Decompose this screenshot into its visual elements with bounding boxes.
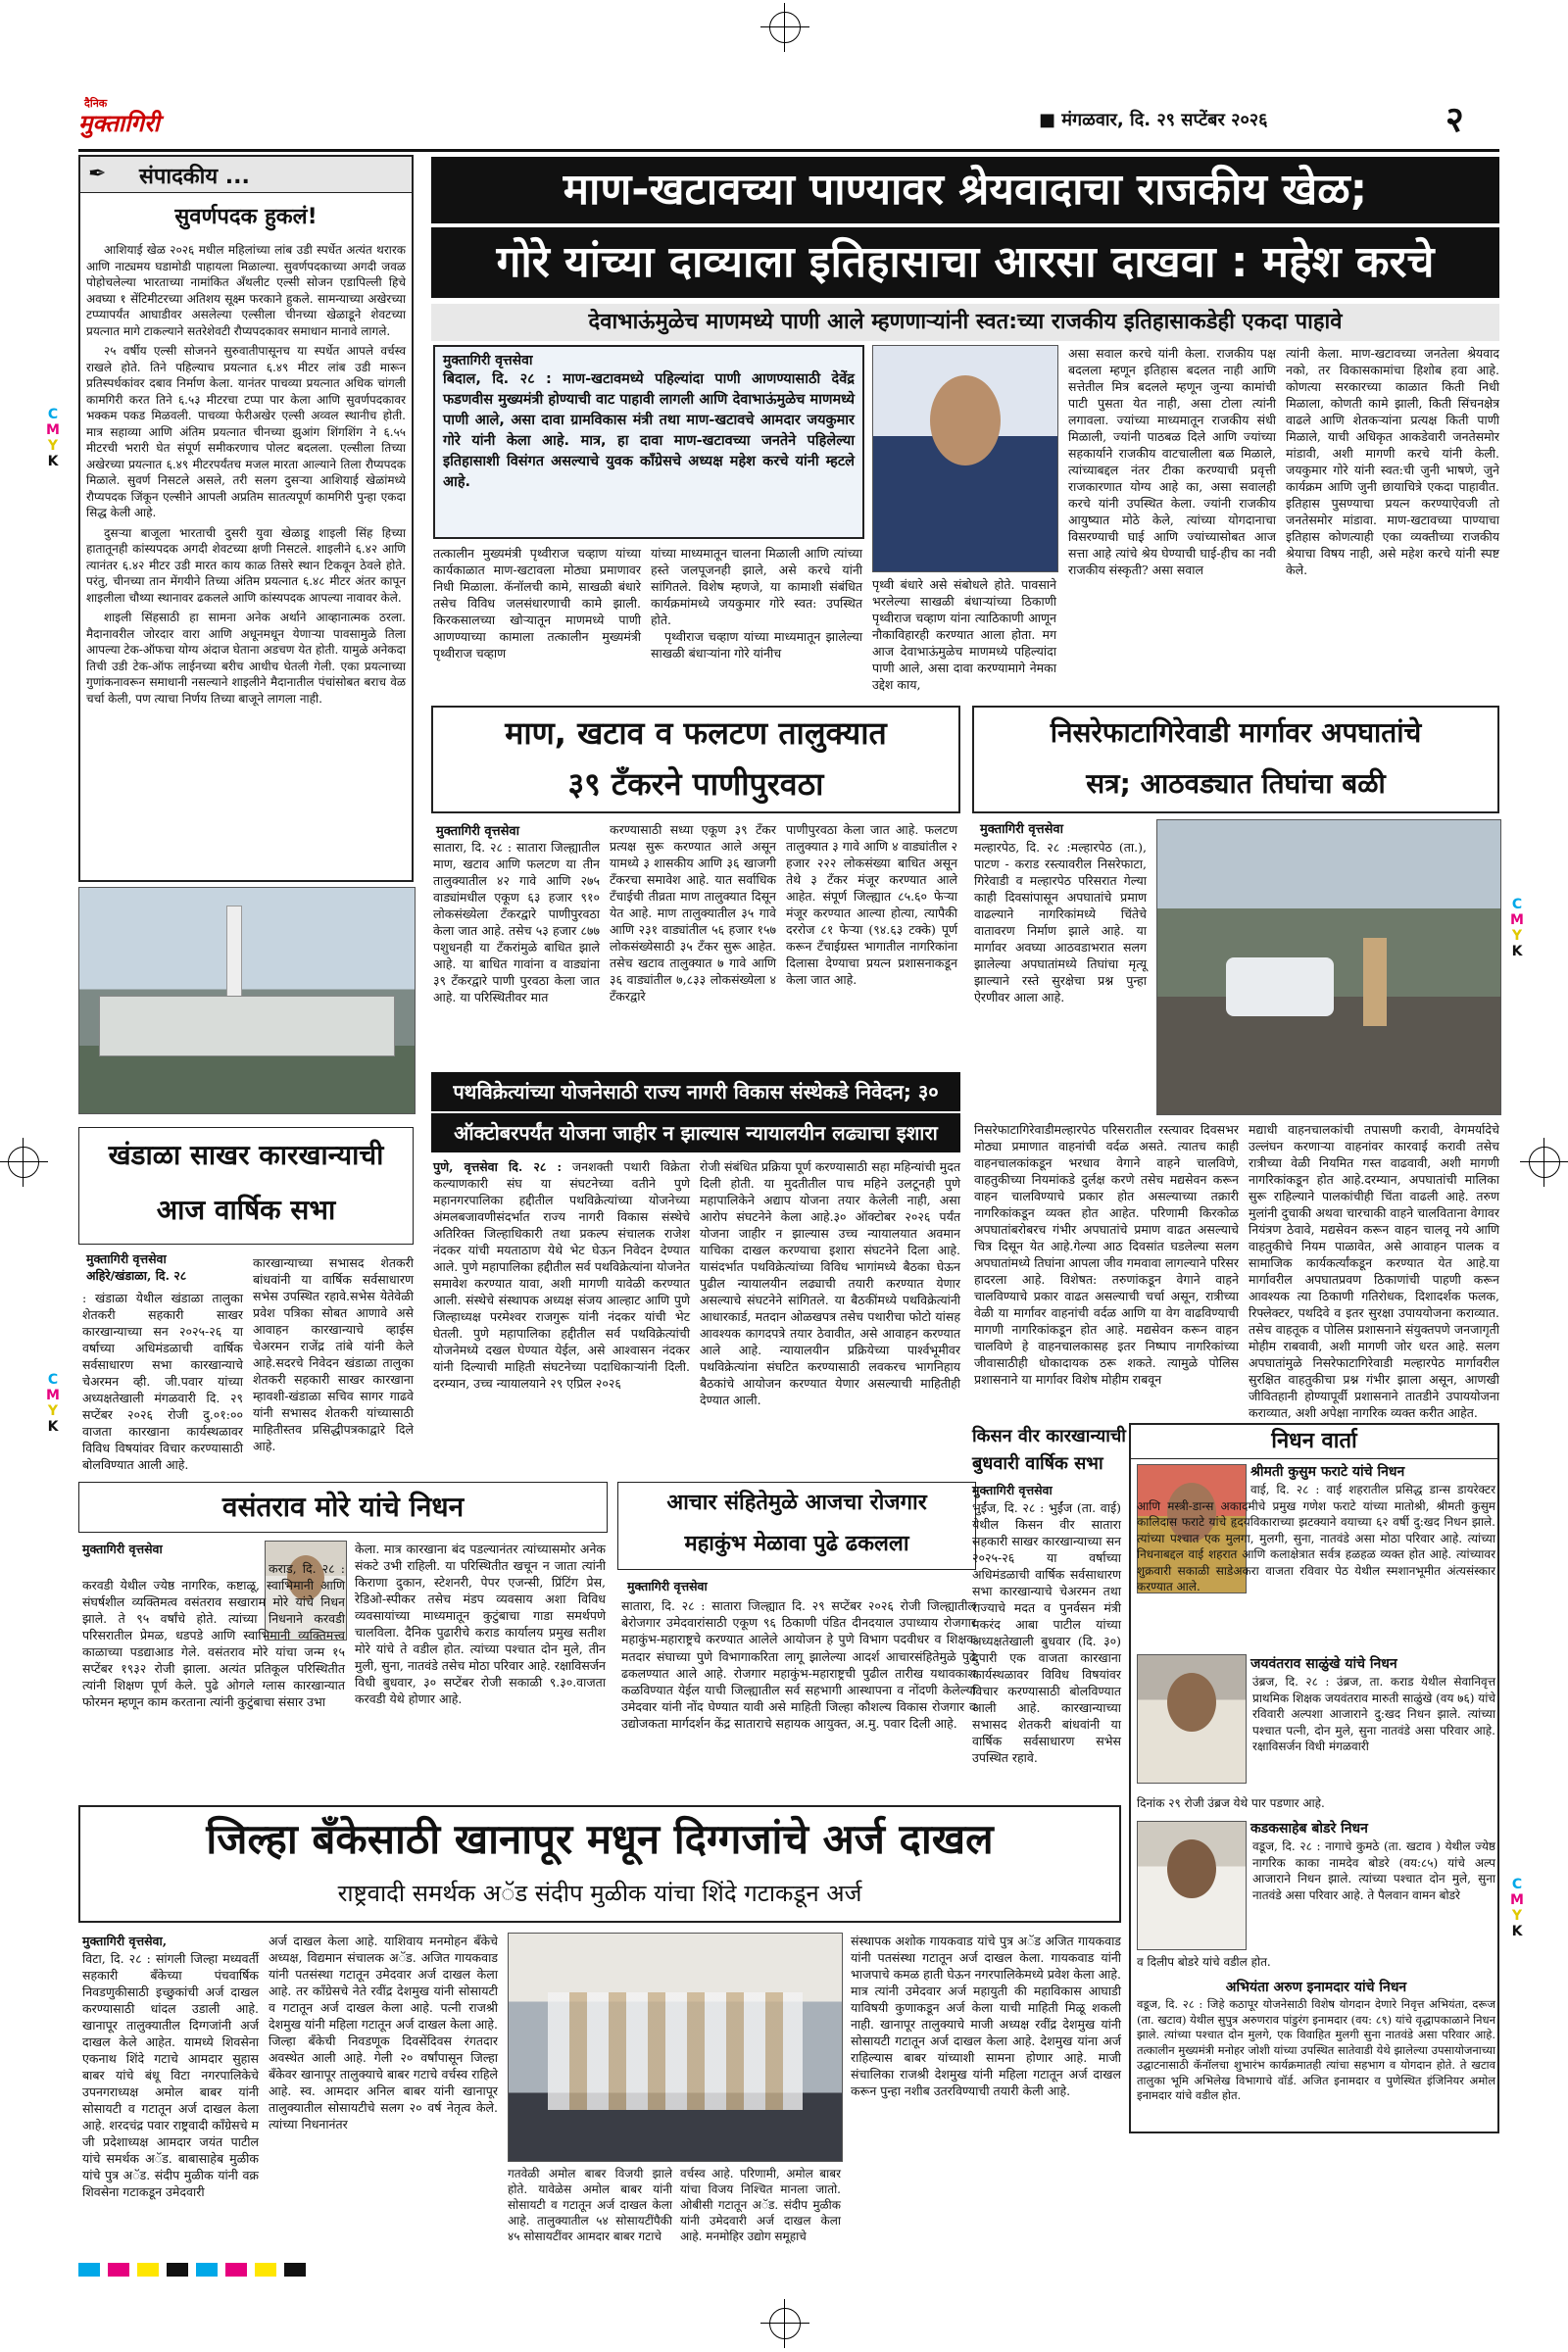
lead-intro-box bbox=[433, 345, 864, 539]
rojgar-headline-box bbox=[617, 1482, 976, 1570]
obituary-4-title: अभियंता अरुण इनामदार यांचे निधन bbox=[1225, 1980, 1407, 1995]
more-headline: वसंतराव मोरे यांचे निधन bbox=[221, 1491, 465, 1523]
more-byline: मुक्तागिरी वृत्तसेवा bbox=[82, 1542, 163, 1556]
obituary-2-title: जयवंतराव साळुंखे यांचे निधन bbox=[1250, 1656, 1397, 1672]
masthead-name: मुक्तागिरी bbox=[78, 110, 160, 137]
accident-byline: मुक्तागिरी वृत्तसेवा bbox=[980, 822, 1064, 837]
cmyk-marker: C M Y K bbox=[46, 1372, 60, 1435]
obituary-1-text: वाई, दि. २८ : वाई शहरातील प्रसिद्ध डान्स डायरेक्टर आणि मस्त्री-डान्स अकादमीचे प्रमुख गणेश फराटे यांच्या मातोश्री, श्रीमती कुसुम कालिदास फराटे यांचे हृदयविकाराच्या झटक्याने वयाच्या ६२ वर्षी दु:खद निधन झाले. त्यांच्या पश्चात एक मुलगा, मुलगी, सुना, नातवंडे असा मोठा परिवार आहे. त्यांच्या निधनाबद्दल वाई शहरात आणि कलाक्षेत्रात सर्वत्र हळहळ व्यक्त होत आहे. त्यांच्यावर शुक्रवारी सकाळी साडेअकरा वाजता रविवार पेठ येथील स्मशानभूमीत अंत्यसंस्कार करण्यात आले. bbox=[1137, 1483, 1495, 1593]
lead-column-4: त्यांनी केला. माण-खटावच्या जनतेला श्रेयवाद नको, तर विकासकामांचा हिशोब हवा आहे. कोणत्या सरकारच्या काळात किती निधी मिळाला, कोणती कामे झाली, किती सिंचनक्षेत्र वाढले आणि शेतकऱ्यांना प्रत्यक्ष किती पाणी मिळाले, याची अधिकृत आकडेवारी जनतेसमोर मांडावी, अशी मागणी करचे यांनी केली. जयकुमार गोरे यांनी स्वत:ची जुनी भाषणे, जुने कार्यक्रम आणि जुनी छायाचित्रे एकदा पाहावीत. इतिहास पुसण्याचा प्रयत्न करण्याऐवजी तो जनतेसमोर मांडावा. माण-खटावच्या पाण्याचा इतिहास कोणत्याही एका व्यक्तीच्या राजकीय श्रेयाचा विषय नाही, असे महेश करचे यांनी स्पष्ट केले. bbox=[1286, 346, 1499, 577]
page-number: २ bbox=[1446, 100, 1464, 140]
obituary-header: निधन वार्ता bbox=[1131, 1425, 1497, 1459]
obituary-3-title: कडकसाहेब बोडरे निधन bbox=[1250, 1821, 1368, 1837]
editorial-header bbox=[80, 157, 412, 193]
more-headline-box bbox=[78, 1482, 608, 1533]
cyan-swatch bbox=[196, 2263, 218, 2277]
pen-nib-icon: ✒ bbox=[88, 162, 107, 186]
masthead bbox=[78, 90, 1499, 152]
rojgar-byline: मुक्तागिरी वृत्तसेवा bbox=[627, 1579, 708, 1593]
bank-column-2: अर्ज दाखल केला आहे. याशिवाय मनमोहन बँकेचे अध्यक्ष, विद्यमान संचालक अॅड. अजित गायकवाड यांनी पतसंस्था गटातून उमेदवार अर्ज दाखल केला आहे. तर काँग्रेसचे नेते रवींद्र देशमुख यांनी सोसायटी व गटातून अर्ज दाखल केला आहे. पत्नी राजश्री देशमुख यांनी महिला गटातून अर्ज दाखल केला आहे. जिल्हा बँकेची निवडणूक दिवसेंदिवस रंगतदार अवस्थेत आली आहे. गेली २० वर्षांपासून जिल्हा बँकेवर खानापूर तालुक्याचे बाबर गटाचे वर्चस्व राहिले आहे. स्व. आमदार अनिल बाबर यांनी खानापूर तालुक्यातील सोसायटीचे सलग २० वर्ष नेतृत्व केले. त्यांच्या निधनानंतर bbox=[269, 1934, 498, 2132]
water-headline-1: माण, खटाव व फलटण तालुक्यात bbox=[505, 714, 887, 752]
masthead-small: दैनिक bbox=[84, 97, 108, 110]
hawkers-headline-2: ऑक्टोबरपर्यंत योजना जाहीर न झाल्यास न्यायालयीन लढ्याचा इशारा bbox=[431, 1113, 960, 1152]
obituary-3-footer: व दिलीप बोडरे यांचे वडील होत. bbox=[1137, 1955, 1271, 1969]
water-column-3: पाणीपुरवठा केला जात आहे. फलटण तालुक्यात ३ गावे आणि ४ वाड्यांतील २ हजार २२२ लोकसंख्या बाधित असून तेथे ३ टँकर मंजूर करण्यात आले आहेत. संपूर्ण जिल्ह्यात ८५.६० फेऱ्या मंजूर करण्यात आल्या होत्या, त्यापैकी दररोज ८१ फेऱ्या (९४.६३ टक्के) पूर्ण करून टँचाईग्रस्त भागातील नागरिकांना दिलासा देण्याचा प्रयत्न प्रशासनाकडून केला जात आहे. bbox=[786, 822, 957, 987]
water-headline-2: ३९ टँकरने पाणीपुरवठा bbox=[567, 765, 824, 803]
bank-column-1: विटा, दि. २८ : सांगली जिल्हा मध्यवर्ती सहकारी बँकेच्या पंचवार्षिक निवडणुकीसाठी इच्छुकांची अर्ज दाखल करण्यासाठी धांदल उडाली आहे. खानापूर तालुक्यातील दिग्गजांनी अर्ज दाखल केले आहेत. यामध्ये शिवसेना एकनाथ शिंदे गटाचे आमदार सुहास बाबर यांचे बंधू विटा नगरपालिकेचे उपनगराध्यक्ष अमोल बाबर यांनी सोसायटी व गटातून अर्ज दाखल केला आहे. शरदचंद्र पवार राष्ट्रवादी काँग्रेसचे म जी प्रदेशाध्यक्ष आमदार जयंत पाटील यांचे समर्थक अॅड. बाबासाहेब मुळीक यांचे पुत्र अॅड. संदीप मुळीक यांनी वक्र शिवसेना गटाकडून उमेदवारी bbox=[82, 1951, 259, 2199]
cmyk-marker: C M Y K bbox=[1510, 897, 1524, 959]
hawkers-headline-1: पथविक्रेत्यांच्या योजनेसाठी राज्य नागरी विकास संस्थेकडे निवेदन; ३० bbox=[431, 1072, 960, 1111]
masthead-logo bbox=[78, 98, 216, 139]
accident-column-1: मल्हारपेठ, दि. २८ :मल्हारपेठ (ता.), पाटण - कराड रस्त्यावरील निसरेफाटा, गिरेवाडी व मल्हारपेठ परिसरात गेल्या काही दिवसांपासून अपघातांचे प्रमाण वाढल्याने नागरिकांमध्ये चिंतेचे वातावरण निर्माण झाले आहे. या मार्गावर अवघ्या आठवडाभरात सलग झालेल्या अपघातांमध्ये तिघांचा मृत्यू झाल्याने रस्ते सुरक्षेचा प्रश्न पुन्हा ऐरणीवर आला आहे. bbox=[974, 840, 1147, 1004]
obituary-2-footer: दिनांक २९ रोजी उंब्रज येथे पार पडणार आहे. bbox=[1137, 1796, 1325, 1810]
rojgar-headline-1: आचार संहितेमुळे आजचा रोजगार bbox=[666, 1491, 927, 1515]
water-column-2: करण्यासाठी सध्या एकूण ३९ टँकर प्रत्यक्ष सुरू करण्यात आले असून यामध्ये ३ शासकीय आणि ३६ खाजगी टँकरचा समावेश आहे. यात सर्वाधिक टँचाईची तीव्रता माण तालुक्यात दिसून येत आहे. माण तालुक्यातील ३५ गावे आणि २३१ वाड्यांतील ५६ हजार १५७ लोकसंख्येसाठी ३५ टँकर सुरू आहेत. तसेच खटाव तालुक्यात ७ गावे आणि ३६ वाड्यांतील ७,८३३ लोकसंख्येला ४ टँकरद्वारे bbox=[610, 822, 776, 1004]
jayvantrao-salunkhe-photo bbox=[1137, 1654, 1247, 1784]
kisan-body: भुईंज, दि. २८ : भुईंज (ता. वाई) येथील किसन वीर सातारा सहकारी साखर कारखान्याच्या सन २०२५-२६ या वर्षाच्या अधिमंडळाची वार्षिक सर्वसाधारण सभा कारखान्याचे चेअरमन तथा राज्याचे मदत व पुनर्वसन मंत्री मकरंद आबा पाटील यांच्या अध्यक्षतेखाली बुधवार (दि. ३०) दुपारी एक वाजता कारखाना कार्यस्थळावर विविध विषयांवर विचार करण्यासाठी बोलविण्यात आली आहे. कारखान्याच्या सभासद शेतकरी बांधवांनी या वार्षिक सर्वसाधारण सभेस उपस्थित रहावे. bbox=[972, 1500, 1121, 1765]
registration-mark-icon bbox=[769, 12, 801, 43]
khandala-headline-2: आज वार्षिक सभा bbox=[156, 1194, 336, 1226]
color-calibration-bar bbox=[78, 2262, 1499, 2278]
yellow-swatch bbox=[137, 2263, 159, 2277]
editorial-title: सुवर्णपदक हुकलं! bbox=[174, 205, 318, 229]
bank-nomination-photo bbox=[508, 1933, 843, 2162]
sugar-factory-photo bbox=[78, 887, 416, 1114]
water-column-1: सातारा, दि. २८ : सातारा जिल्ह्यातील माण, खटाव आणि फलटण या तीन तालुक्यातील ४२ गावे आणि २७५ वाड्यांमधील एकूण ६३ हजार ९१० लोकसंख्येला टँकरद्वारे पाणीपुरवठा केला जात आहे. तसेच ५३ हजार ८७७ पशुधनही या टँकरांमुळे बाधित झाले आहे. या बाधित गावांना व वाड्यांना ३९ टँकरद्वारे पाणी पुरवठा केला जात आहे. या परिस्थितीवर मात bbox=[433, 840, 600, 1004]
registration-mark-icon bbox=[1529, 1147, 1560, 1178]
obituary-4-text: वडूज, दि. २८ : जिहे कठापूर योजनेसाठी विशेष योगदान देणारे निवृत्त अभियंता, दरूज (ता. खटाव) येथील सुपुत्र अरुणराव पांडुरंग इनामदार (वय: ८९) यांचे वृद्धापकाळाने निधन झाले. त्यांच्या पश्चात दोन मुलगे, एक विवाहित मुलगी सुना नातवंडे असा परिवार आहे. तत्कालीन मुख्यमंत्री मनोहर जोशी यांच्या उपस्थित सातेवाडी येथे झालेल्या उपसायोजनाच्या उद्घाटनासाठी कॅनॉलचा शुभारंभ कार्यक्रमातही त्यांचा सहभाग व योगदान होते. ते खटाव तालुका भूमि अभिलेख विभागाचे वॉर्ड. अजित इनामदार व पुणेस्थित इंजिनियर अमोल इनामदार यांचे वडील होत. bbox=[1137, 1997, 1495, 2102]
square-bullet-icon: ■ bbox=[1039, 110, 1062, 130]
lead-column-2: यांच्या माध्यमातून चालना मिळाली आणि त्यांच्या हस्ते जलपूजनही झाले, असे करचे यांनी सांगितले. विशेष म्हणजे, या कामाशी संबंधित कार्यक्रमांमध्ये जयकुमार गोरे स्वत: उपस्थित होते. पृथ्वीराज चव्हाण यांच्या माध्यमातून झालेल्या साखळी बंधाऱ्यांना गोरे यांनीच bbox=[651, 546, 862, 661]
hawkers-column-2: रोजी संबंधित प्रक्रिया पूर्ण करण्यासाठी सहा महिन्यांची मुदत दिली होती. या मुदतीतील पाच महिने उलटूनही पुणे महापालिकेने अद्याप योजना तयार केलेली नाही, असा आरोप संघटनेने केला आहे.३० ऑक्टोबर २०२६ पर्यंत योजना जाहीर न झाल्यास उच्च न्यायालयात अवमान याचिका दाखल करण्याचा इशारा संघटनेने दिला आहे. यासंदर्भात पथविक्रेत्यांच्या विविध भागांमध्ये बैठका घेऊन पुढील न्यायालयीन लढ्याची तयारी करण्यात येणार असल्याचे संघटनेने सांगितले. या बैठकींमध्ये पथविक्रेत्यांनी आधारकार्ड, मतदान ओळखपत्र तसेच पथारीचा फोटो यांसह आवश्यक कागदपत्रे तयार ठेवावीत, असे आवाहन करण्यात आले आहे. न्यायालयीन प्रक्रियेच्या पार्श्वभूमीवर पथविक्रेत्यांना संघटित करण्यासाठी लवकरच भागनिहाय बैठकांचे आयोजन करण्यात येणार असल्याची माहितीही देण्यात आली. bbox=[700, 1159, 960, 1407]
rojgar-body: सातारा, दि. २८ : सातारा जिल्ह्यात दि. २९ सप्टेंबर २०२६ रोजी जिल्ह्यातील बेरोजगार उमेदवारांसाठी एकूण ९६ ठिकाणी पंडित दीनदयाल उपाध्याय रोजगार महाकुंभ-महाराष्ट्रचे करण्यात आलेले आयोजन हे पुणे विभाग पदवीधर व शिक्षक मतदार संघाच्या पुणे विभागाकरिता लागू झालेल्या आदर्श आचारसंहितेमुळे पुढे ढकलण्यात आले आहे. रोजगार महाकुंभ-महाराष्ट्रची पुढील तारीख यथावकाश कळविण्यात येईल याची जिल्ह्यातील सर्व सहभागी आस्थापना व नोंदणी केलेल्या उमेदवार यांनी नोंद घेण्यात यावी असे माहिती जिल्हा कौशल्य विकास रोजगार व उद्योजकता मार्गदर्शन केंद्र साताराचे सहायक आयुक्त, अ.मु. पवार दिली आहे. bbox=[621, 1598, 976, 1732]
accident-headline-box bbox=[972, 706, 1499, 813]
obituary-3-text: वडूज, दि. २८ : नागाचे कुमठे (ता. खटाव ) येथील ज्येष्ठ नागरिक काका नामदेव बोडरे (वय:८५) यांचे अल्प आजाराने निधन झाले. त्यांच्या पश्चात दोन मुले, सुना नातवंडे असा परिवार आहे. ते पैलवान वामन बोडरे bbox=[1252, 1839, 1495, 1902]
lead-column-1: तत्कालीन मुख्यमंत्री पृथ्वीराज चव्हाण यांच्या कार्यकाळात माण-खटावला मोठ्या प्रमाणावर निधी मिळाला. कॅनॉलची कामे, साखळी बंधारे तसेच विविध जलसंधारणाची कामे झाली. किरकसालच्या खोऱ्यातून माणमध्ये पाणी आणण्याच्या कामाला तत्कालीन मुख्यमंत्री पृथ्वीराज चव्हाण bbox=[433, 546, 641, 661]
accident-headline-1: निसरेफाटागिरेवाडी मार्गावर अपघातांचे bbox=[1050, 716, 1422, 749]
water-headline-box bbox=[431, 706, 960, 813]
more-column-1: कराड, दि. २८ : करवडी येथील ज्येष्ठ नागरिक, कष्टाळू, स्वाभिमानी आणि संघर्षशील व्यक्तिमत्व वसंतराव सखाराम मोरे यांचे निधन झाले. ते ९५ वर्षांचे होते. त्यांच्या निधनाने करवडी परिसरातील प्रेमळ, धडपडे आणि स्वाभिमानी व्यक्तिमत्त्व काळाच्या पडद्याआड गेले. वसंतराव मोरे यांचा जन्म १५ सप्टेंबर १९३२ रोजी झाला. अत्यंत प्रतिकूल परिस्थितीत त्यांनी शिक्षण पूर्ण केले. पुढे ओगले ग्लास कारखान्यात फोरमन म्हणून काम करताना त्यांनी कुटुंबाचा संसार उभा bbox=[82, 1561, 345, 1709]
editorial-body: आशियाई खेळ २०२६ मधील महिलांच्या लांब उडी स्पर्धेत अत्यंत थरारक आणि नाट्यमय घडामोडी पाहायला मिळाल्या. सुवर्णपदकाच्या अगदी जवळ पोहोचलेल्या भारताच्या नामांकित अँथलीट एल्सी सोजन एडापिल्ली हिचे अवघ्या १ सेंटिमीटरच्या अतिशय सूक्ष्म फरकाने हुकले. सामन्याच्या अखेरच्या टप्प्यापर्यंत आघाडीवर असलेल्या एल्सीला चीनच्या खेळाडूने शेवटच्या प्रयत्नात मागे टाकल्याने सतरेशेवटी रौप्यपदकावर समाधान मानावे लागले. २५ वर्षीय एल्सी सोजनने सुरुवातीपासूनच या स्पर्धेत आपले वर्चस्व राखले होते. तिने पहिल्याच प्रयत्नात ६.४९ मीटर लांब उडी मारून प्रतिस्पर्धकांवर दबाव निर्माण केला. यानंतर पाचव्या प्रयत्नात अधिक चांगली कामगिरी करत तिने ६.५३ मीटरचा टप्पा पार केला आणि सुवर्णपदकावर भक्कम पकड मिळवली. पाचव्या फेरीअखेर एल्सी अव्वल स्थानीच होती. मात्र सहाव्या आणि अंतिम प्रयत्नात चीनच्या झुआंग शिंगशिंग ने ६.५५ मीटरची भरारी घेत संपूर्ण समीकरणाच पोलट बदलला. एल्सीला तिच्या अखेरच्या प्रयत्नात ६.४९ मीटरपर्यंतच मजल मारता आल्याने तिला रौप्यपदक मिळाले. सुवर्ण निसटले असले, तरी सलग दुसऱ्या आशियाई खेळांमध्ये रौप्यपदक जिंकून एल्सीने आपली अप्रतिम सातत्यपूर्ण कामगिरी पुन्हा एकदा सिद्ध केली आहे. दुसऱ्या बाजूला भारताची दुसरी युवा खेळाडू शाइली सिंह हिच्या हातातूनही कांस्यपदक अगदी शेवटच्या क्षणी निसटले. शाइलीने ६.४२ आणि त्यानंतर ६.४२ मीटर उडी मारत काय काळ तिसरे स्थान टिकवून ठेवले होते. परंतु, चीनच्या तान मेंगयीने तिच्या अंतिम प्रयत्नात ६.४८ मीटर अंतर कापून शाइलीला चौथ्या स्थानावर ढकलले आणि कांस्यपदक आपल्या नावावर केले. शाइली सिंहसाठी हा सामना अनेक अर्थाने आव्हानात्मक ठरला. मैदानावरील जोरदार वारा आणि अधूनमधून येणाऱ्या पावसामुळे तिला आपल्या टेक-ऑफचा योग्य अंदाज घेताना अडचण येत होती. यामुळे अनेकदा तिची उडी टेक-ऑफ लाईनच्या बरीच आधीच घेतली गेली. एका प्रयत्नाच्या गुणांकनावरून समाधानी नसल्याने शाइलीने मैदानातील पंचांसोबत बराच वेळ चर्चा केली, पण त्याचा निर्णय तिच्या बाजूने लागला नाही. bbox=[86, 243, 406, 706]
cmyk-marker: C M Y K bbox=[1510, 1877, 1524, 1939]
registration-mark-icon bbox=[8, 1147, 39, 1178]
khandala-byline: मुक्तागिरी वृत्तसेवा अहिरे/खंडाळा, दि. २८ bbox=[86, 1251, 187, 1283]
bank-headline-box bbox=[78, 1805, 1121, 1923]
cmyk-marker: C M Y K bbox=[46, 407, 60, 469]
lead-headline-2: गोरे यांच्या दाव्याला इतिहासाचा आरसा दाखवा : महेश करचे bbox=[431, 227, 1499, 298]
bank-photo-caption: गतवेळी अमोल बाबर विजयी झाले होते. यावेळेस अमोल बाबर यांनी सोसायटी व गटातून अर्ज दाखल केला आहे. तालुक्यातील ५४ सोसायटींपैकी ४५ सोसायटींवर आमदार बाबर गटाचे bbox=[508, 2167, 672, 2243]
khandala-column-1: : खंडाळा येथील खंडाळा तालुका शेतकरी सहकारी साखर कारखान्याच्या सन २०२५-२६ या वर्षाच्या अधिमंडळाची वार्षिक सर्वसाधारण सभा कारखान्याचे चेअरमन व्ही. जी.पवार यांच्या अध्यक्षतेखाली मंगळवारी दि. २९ सप्टेंबर २०२६ रोजी दु.०१:०० वाजता कारखाना कार्यस्थळावर विविध विषयांवर विचार करण्यासाठी बोलविण्यात आली आहे. bbox=[82, 1291, 243, 1472]
bank-subhead: राष्ट्रवादी समर्थक अॅड संदीप मुळीक यांचा शिंदे गटाकडून अर्ज bbox=[337, 1880, 862, 1907]
bank-column-4: संस्थापक अशोक गायकवाड यांचे पुत्र अॅड अजित गायकवाड यांनी पतसंस्था गटातून अर्ज दाखल केला. गायकवाड यांनी भाजपाचे कमळ हाती घेऊन नगरपालिकेमध्ये प्रवेश केला आहे. मात्र त्यांनी उमेदवार अर्ज महायुती की महाविकास आघाडी याविषयी कुणाकडून अर्ज केला याची माहिती मिळू शकली नाही. खानापूर तालुक्याचे माजी अध्यक्ष रवींद्र देशमुख यांनी सोसायटी गटातून अर्ज दाखल केला आहे. देशमुख यांना अर्ज राहिल्यास बाबर यांच्याशी सामना होणार आहे. माजी संचालिका राजश्री देशमुख यांनी महिला गटातून अर्ज दाखल करून पुन्हा नशीब उतरविण्याची तयारी केली आहे. bbox=[851, 1934, 1121, 2098]
khandala-headline-box bbox=[78, 1127, 414, 1245]
kadaksaheb-bodre-photo bbox=[1137, 1821, 1247, 1950]
black-swatch bbox=[284, 2263, 306, 2277]
lead-column-3: असा सवाल करचे यांनी केला. राजकीय पक्ष बदलला म्हणून इतिहास बदलत नाही आणि सत्तेतील मित्र बदलले म्हणून जुन्या कामांची पाटी पुसता येत नाही, असा टोला त्यांनी लगावला. ज्यांच्या माध्यमातून राजकीय संधी मिळाली, ज्यांनी पाठबळ दिले आणि ज्यांच्या सहकार्याने राजकीय वाटचालीला बळ मिळाले, त्यांच्याबद्दल नंतर टीका करण्याची प्रवृत्ती राजकारणात योग्य आहे का, असा सवालही करचे यांनी उपस्थित केला. ज्यांनी राजकीय आयुष्यात मोठे केले, त्यांच्या योगदानाचा विसरण्याची घाई आणि ज्यांच्यासोबत आज सत्ता आहे त्यांचे श्रेय घेण्याची घाई-हीच का नवी राजकीय संस्कृती? असा सवाल bbox=[1068, 346, 1276, 577]
bank-headline: जिल्हा बँकेसाठी खानापूर मधून दिग्गजांचे अर्ज दाखल bbox=[206, 1815, 994, 1863]
lead-subhead: देवाभाऊंमुळेच माणमध्ये पाणी आले म्हणणाऱ्यांनी स्वत:च्या राजकीय इतिहासाकडेही एकदा पाहावे bbox=[431, 304, 1499, 341]
editorial-section: संपादकीय ... bbox=[139, 165, 250, 189]
lead-box-text: बिदाल, दि. २८ : माण-खटावमध्ये पहिल्यांदा पाणी आणण्यासाठी देवेंद्र फडणवीस मुख्यमंत्री होण्याची वाट पाहावी लागली आणि देवाभाऊंमुळेच माणमध्ये पाणी आले, असा दावा ग्रामविकास मंत्री तथा माण-खटावचे आमदार जयकुमार गोरे यांनी केला आहे. मात्र, हा दावा माण-खटावच्या जनतेने पहिलेल्या इतिहासाशी विसंगत असल्याचे युवक काँग्रेसचे अध्यक्ष महेश करचे यांनी म्हटले आहे. bbox=[443, 371, 855, 490]
rojgar-headline-2: महाकुंभ मेळावा पुढे ढकलला bbox=[684, 1532, 909, 1556]
accident-column-1b: निसरेफाटागिरेवाडीमल्हारपेठ परिसरातील रस्त्यावर दिवसभर मोठ्या प्रमाणात वाहनांची वर्दळ असते. त्यातच काही वाहनचालकांकडून भरधाव वेगाने वाहने चालविणे, वाहतुकीच्या नियमांकडे दुर्लक्ष करणे तसेच मद्यसेवन करून वाहन चालविण्याचे प्रकार होत असल्याच्या तक्रारी नागरिकांकडून व्यक्त होत आहेत. परिणामी किरकोळ अपघातांबरोबरच गंभीर अपघातांचे प्रमाण वाढत असल्याचे चित्र दिसून येत आहे.गेल्या आठ दिवसांत घडलेल्या सलग अपघातांमध्ये तिघांना आपला जीव गमवावा लागल्याने परिसर हादरला आहे. विशेषत: तरुणांकडून वेगाने वाहने चालविण्याचे प्रकार वाढत असल्याची चर्चा असून, रात्रीच्या वेळी या मार्गावर वाहनांची वर्दळ आणि या वेग वाढविण्याची मागणी नागरिकांकडून होत आहे. मद्यसेवन करून वाहन चालविणे हे वाहनचालकासह इतर निष्पाप नागरिकांच्या जीवासाठीही धोकादायक ठरू शकते. त्यामुळे पोलिस प्रशासनाने या मार्गावर विशेष मोहीम राबवून bbox=[974, 1122, 1239, 1387]
khandala-column-2: कारखान्याच्या सभासद शेतकरी बांधवांनी या वार्षिक सर्वसाधारण सभेस उपस्थित रहावे.सभेस येतेवेळी प्रवेश पत्रिका सोबत आणावे असे आवाहन कारखान्याचे व्हाईस चेअरमन राजेंद्र तांबे यांनी केले आहे.सदरचे निवेदन खंडाळा तालुका शेतकरी सहकारी साखर कारखाना म्हावशी-खंडाळा सचिव सागर गाढवे यांनी सभासद शेतकरी यांच्यासाठी माहितीस्तव प्रसिद्धीपत्रकाद्वारे दिले आहे. bbox=[253, 1255, 414, 1453]
accident-column-2: मद्याधी वाहनचालकांची तपासणी करावी, वेगमर्यादेचे उल्लंघन करणाऱ्या वाहनांवर कारवाई करावी तसेच रात्रीच्या वेळी नियमित गस्त वाढवावी, अशी मागणी नागरिकांकडून होत आहे.दरम्यान, अपघातांची मालिका सुरू राहिल्याने पालकांचीही चिंता वाढली आहे. तरुण मुलांनी दुचाकी अथवा चारचाकी वाहने चालविताना वेगावर नियंत्रण ठेवावे, मद्यसेवन करून वाहन चालवू नये आणि वाहतुकीचे नियम पाळावेत, असे आवाहन पालक व सामाजिक कार्यकर्त्यांकडून करण्यात येत आहे.या मार्गावरील अपघातप्रवण ठिकाणांची पाहणी करून आवश्यक त्या ठिकाणी गतिरोधक, दिशादर्शक फलक, रिफ्लेक्टर, पथदिवे व इतर सुरक्षा उपाययोजना कराव्यात. तसेच वाहतूक व पोलिस प्रशासनाने संयुक्तपणे जनजागृती मोहीम राबवावी, अशी मागणी जोर धरत आहे. सलग अपघातांमुळे निसरेफाटागिरेवाडी मल्हारपेठ मार्गावरील सुरक्षित वाहतुकीचा प्रश्न गंभीर झाला असून, आणखी जीवितहानी होण्यापूर्वी प्रशासनाने तातडीने उपाययोजना कराव्यात, अशी अपेक्षा नागरिक व्यक्त करीत आहेत. bbox=[1249, 1122, 1499, 1420]
bank-byline: मुक्तागिरी वृत्तसेवा, bbox=[82, 1934, 168, 1948]
lead-photo-caption: पृथ्वी बंधारे असे संबोधले होते. पावसाने भरलेल्या साखळी बंधाऱ्यांच्या ठिकाणी पृथ्वीराज चव्हाण यांना त्याठिकाणी आणून नौकाविहारही करण्यात आला होता. मग आज देवाभाऊंमुळेच माणमध्ये पहिल्यांदा पाणी आले, असा दावा करण्यामागे नेमका उद्देश काय, bbox=[872, 577, 1056, 692]
magenta-swatch bbox=[108, 2263, 129, 2277]
kisan-byline: मुक्तागिरी वृत्तसेवा bbox=[972, 1483, 1053, 1497]
magenta-swatch bbox=[225, 2263, 247, 2277]
masthead-date: ■ मंगळवार, दि. २९ सप्टेंबर २०२६ bbox=[1039, 110, 1268, 130]
editorial-box bbox=[78, 155, 414, 882]
khandala-headline-1: खंडाळा साखर कारखान्याची bbox=[108, 1139, 384, 1171]
bank-column-3: वर्चस्व आहे. परिणामी, अमोल बाबर यांचा विजय निश्चित मानला जातो. ओबीसी गटातून अॅड. संदीप मुळीक यांनी उमेदवारी अर्ज दाखल केला आहे. मनमोहिर उद्योग समूहाचे bbox=[680, 2167, 841, 2243]
water-byline: मुक्तागिरी वृत्तसेवा bbox=[436, 824, 520, 839]
obituary-1-title: श्रीमती कुसुम फराटे यांचे निधन bbox=[1250, 1464, 1405, 1480]
accident-scene-photo bbox=[1156, 819, 1501, 1115]
lead-headline-1: माण-खटावच्या पाण्यावर श्रेयवादाचा राजकीय खेळ; bbox=[431, 157, 1499, 223]
obituary-2-text: उंब्रज, दि. २८ : उंब्रज, ता. कराड येथील सेवानिवृत्त प्राथमिक शिक्षक जयवंतराव मारुती साळुंखे (वय ७६) यांचे रविवारी अल्पशा आजाराने दु:खद निधन झाले. त्यांच्या पश्चात पत्नी, दोन मुले, सुना नातवंडे असा परिवार आहे. रक्षाविसर्जन विधी मंगळवारी bbox=[1252, 1675, 1495, 1753]
hawkers-column-1: पुणे, वृत्तसेवा दि. २८ : जनशक्ती पथारी विक्रेता कल्याणकारी संघ या संघटनेच्या वतीने पुणे महानगरपालिका हद्दीतील पथविक्रेत्यांच्या योजनेच्या अंमलबजावणीसंदर्भात राज्य नागरी विकास संस्थेचे अतिरिक्त जिल्हाधिकारी तथा प्रकल्प संचालक राजेश नंदकर यांची मयताठाण येथे भेट घेऊन निवेदन देण्यात आले. पुणे महापालिका हद्दीतील सर्व पथविक्रेत्यांना योजनेत समावेश करण्यात यावा, अशी मागणी यावेळी करण्यात आली. संस्थेचे संस्थापक अध्यक्ष संजय आल्हाट आणि पुणे जिल्हाध्यक्ष परमेश्वर राजगुरू यांनी नंदकर यांची भेट घेतली. पुणे महापालिका हद्दीतील सर्व पथविक्रेत्यांची योजनेमध्ये दखल घेण्यात येईल, असे आश्वासन नंदकर यांनी दिल्याची माहिती संघटनेच्या पदाधिकाऱ्यांनी दिली. दरम्यान, उच्च न्यायालयाने २९ एप्रिल २०२६ bbox=[433, 1159, 690, 1391]
black-swatch bbox=[167, 2263, 188, 2277]
more-column-2: केला. मात्र कारखाना बंद पडल्यानंतर त्यांच्यासमोर अनेक संकटे उभी राहिली. या परिस्थितीत खचून न जाता त्यांनी किराणा दुकान, स्टेशनरी, पेपर एजन्सी, प्रिंटिंग प्रेस, रेडिओ-स्पीकर तसेच मंडप व्यवसाय अशा विविध व्यवसायांच्या माध्यमातून कुटुंबाचा गाडा समर्थपणे चालविला. दैनिक पुढारीचे कराड कार्यालय प्रमुख सतीश मोरे यांचे ते वडील होत. त्यांच्या पश्चात दोन मुले, तीन मुली, सुना, नातवंडे तसेच मोठा परिवार आहे. रक्षाविसर्जन विधी बुधवार, ३० सप्टेंबर रोजी सकाळी ९.३०.वाजता करवडी येथे होणार आहे. bbox=[355, 1542, 606, 1706]
cyan-swatch bbox=[78, 2263, 100, 2277]
accident-headline-2: सत्र; आठवड्यात तिघांचा बळी bbox=[1086, 767, 1386, 800]
kisan-headline: किसन वीर कारखान्याची बुधवारी वार्षिक सभा bbox=[972, 1426, 1126, 1474]
yellow-swatch bbox=[255, 2263, 276, 2277]
lead-box-byline: मुक्तागिरी वृत्तसेवा bbox=[443, 353, 533, 368]
registration-mark-icon bbox=[769, 2308, 801, 2339]
mahesh-karche-photo bbox=[872, 345, 1058, 572]
